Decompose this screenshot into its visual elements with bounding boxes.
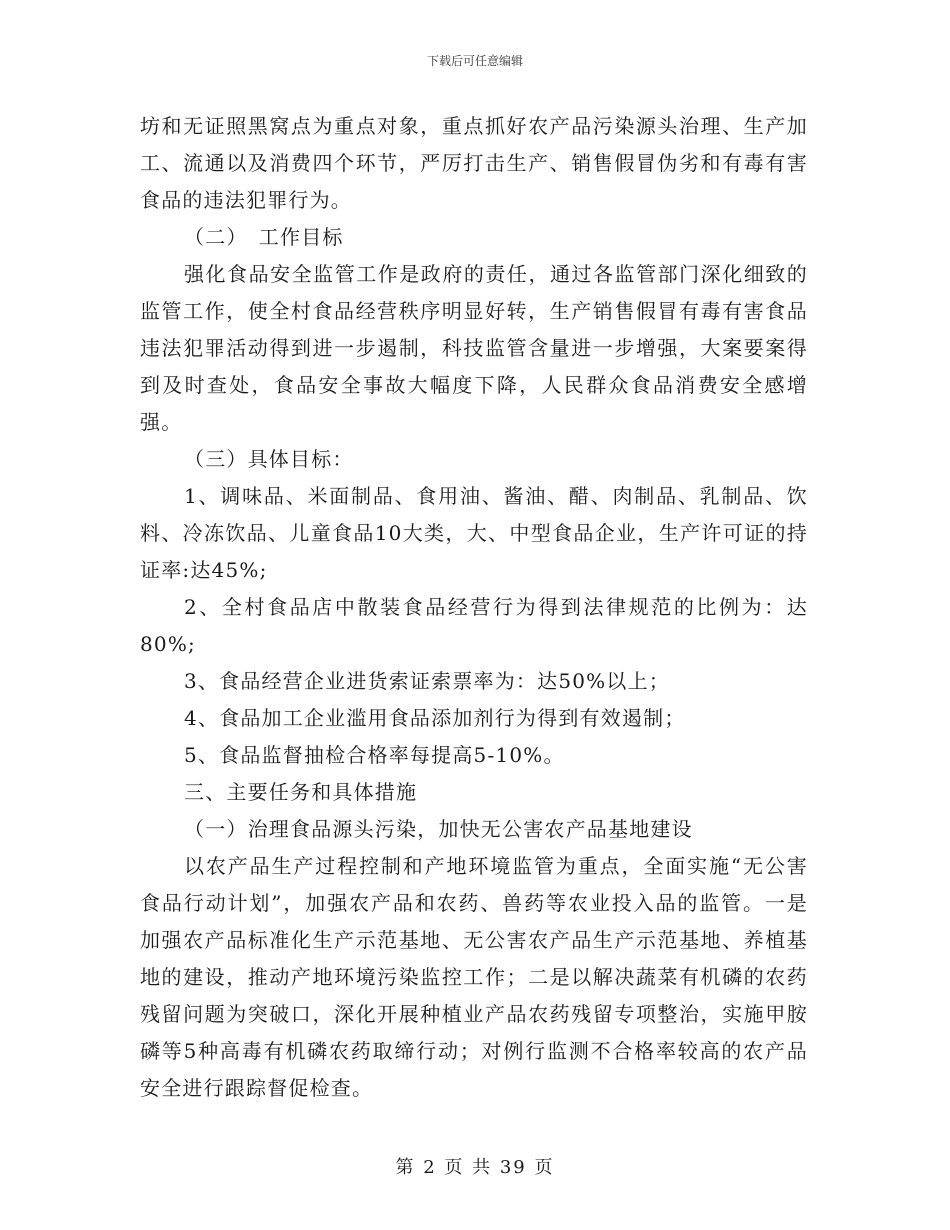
paragraph-work-goals: 强化食品安全监管工作是政府的责任，通过各监管部门深化细致的监管工作，使全村食品经营秩序明显好转，生产销售假冒有毒有害食品违法犯罪活动得到进一步遏制，科技监管含量进一步增强，大案要案得到及时查处，食品安全事故大幅度下降，人民群众食品消费安全感增强。: [140, 262, 808, 434]
page-footer-number: 第 2 页 共 39 页: [395, 1157, 555, 1178]
document-body: [140, 108, 808, 1107]
subsection-heading-source-pollution: （一）治理食品源头污染，加快无公害农产品基地建设: [184, 817, 693, 841]
paragraph-source-pollution: 以农产品生产过程控制和产地环境监管为重点，全面实施“无公害食品行动计划”，加强农产品和农药、兽药等农业投入品的监管。一是加强农产品标准化生产示范基地、无公害农产品生产示范基地、养植基地的建设，推动产地环境污染监控工作；二是以解决蔬菜有机磷的农药残留问题为突破口，深化开展种植业产品农药残留专项整治，实施甲胺磷等5种高毒有机磷农药取缔行动；对例行监测不合格率较高的农产品安全进行跟踪督促检查。: [140, 854, 808, 1100]
list-item-goal-1: 1、调味品、米面制品、食用油、酱油、醋、肉制品、乳制品、饮料、冷冻饮品、儿童食品10大类，大、中型食品企业，生产许可证的持证率:达45%;: [140, 484, 808, 582]
list-item-goal-2: 2、全村食品店中散装食品经营行为得到法律规范的比例为：达80%;: [140, 595, 808, 656]
section-heading-main-tasks: 三、主要任务和具体措施: [184, 780, 418, 804]
list-item-goal-4: 4、食品加工企业滥用食品添加剂行为得到有效遏制；: [184, 706, 686, 730]
list-item-goal-5: 5、食品监督抽检合格率每提高5-10%。: [184, 743, 565, 767]
paragraph-continuation: 坊和无证照黑窝点为重点对象，重点抓好农产品污染源头治理、生产加工、流通以及消费四个环节，严厉打击生产、销售假冒伪劣和有毒有害食品的违法犯罪行为。: [140, 114, 808, 212]
section-heading-work-goals: （二） 工作目标: [184, 225, 344, 249]
page-header-note: 下载后可任意编辑: [426, 54, 523, 68]
list-item-goal-3: 3、食品经营企业进货索证索票率为：达50%以上；: [184, 669, 670, 693]
section-heading-specific-goals: （三）具体目标：: [184, 447, 354, 471]
